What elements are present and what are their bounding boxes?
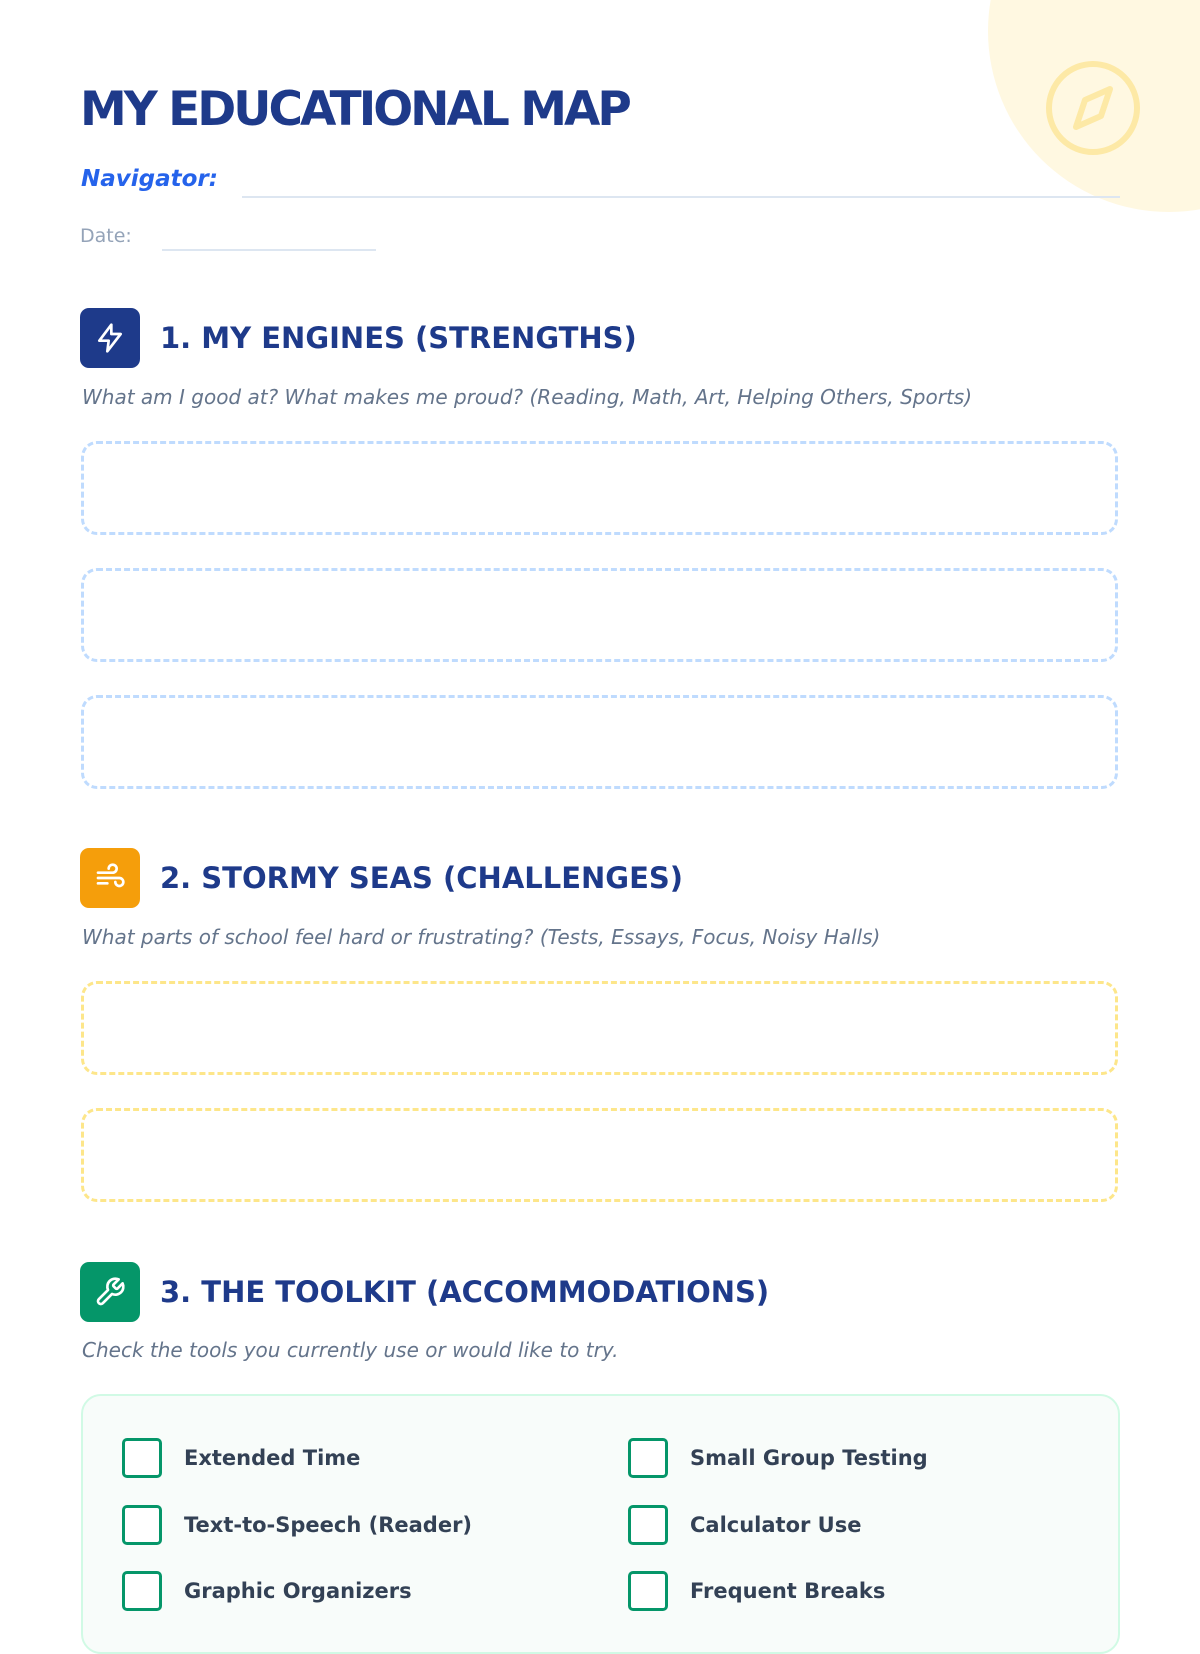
checklist-item-text-to-speech[interactable] [122,1504,472,1546]
checklist-item-graphic-organizers[interactable] [122,1570,412,1612]
checklist-label: Extended Time [184,1446,361,1470]
strengths-write-box-3[interactable] [81,695,1118,789]
checkbox[interactable] [628,1505,668,1545]
lightning-bolt-icon [94,322,126,354]
checkbox[interactable] [122,1571,162,1611]
challenges-section-title: 2. STORMY SEAS (CHALLENGES) [160,861,684,895]
strengths-section-hint: What am I good at? What makes me proud? (Reading, Math, Art, Helping Others, Sports) [82,385,973,409]
checkbox[interactable] [122,1438,162,1478]
challenges-write-box-1[interactable] [81,981,1118,1075]
page-title: MY EDUCATIONAL MAP [80,82,629,137]
strengths-section-title: 1. MY ENGINES (STRENGTHS) [160,321,637,355]
checklist-label: Calculator Use [690,1513,862,1537]
toolkit-checklist-panel [81,1394,1120,1654]
compass-icon [1043,58,1143,158]
challenges-section-hint: What parts of school feel hard or frustrating? (Tests, Essays, Focus, Noisy Halls) [82,925,881,949]
challenges-write-box-2[interactable] [81,1108,1118,1202]
checklist-item-extended-time[interactable] [122,1437,360,1479]
checklist-label: Small Group Testing [690,1446,928,1470]
wrench-icon [94,1276,126,1308]
toolkit-section-title: 3. THE TOOLKIT (ACCOMMODATIONS) [160,1275,770,1309]
date-label: Date: [80,225,132,247]
toolkit-section-icon [80,1262,140,1322]
challenges-section-icon [80,848,140,908]
navigator-label: Navigator: [81,166,218,192]
checklist-label: Text-to-Speech (Reader) [184,1513,473,1537]
navigator-input-line[interactable] [242,196,1120,198]
strengths-write-box-2[interactable] [81,568,1118,662]
checklist-item-frequent-breaks[interactable] [628,1570,885,1612]
checklist-label: Frequent Breaks [690,1579,886,1603]
checklist-label: Graphic Organizers [184,1579,412,1603]
wind-icon [94,862,126,894]
checklist-item-small-group-testing[interactable] [628,1437,928,1479]
checklist-item-calculator-use[interactable] [628,1504,861,1546]
strengths-section-icon [80,308,140,368]
checkbox[interactable] [628,1571,668,1611]
toolkit-section-hint: Check the tools you currently use or would like to try. [82,1338,619,1362]
date-input-line[interactable] [162,249,376,251]
checkbox[interactable] [122,1505,162,1545]
checkbox[interactable] [628,1438,668,1478]
strengths-write-box-1[interactable] [81,441,1118,535]
